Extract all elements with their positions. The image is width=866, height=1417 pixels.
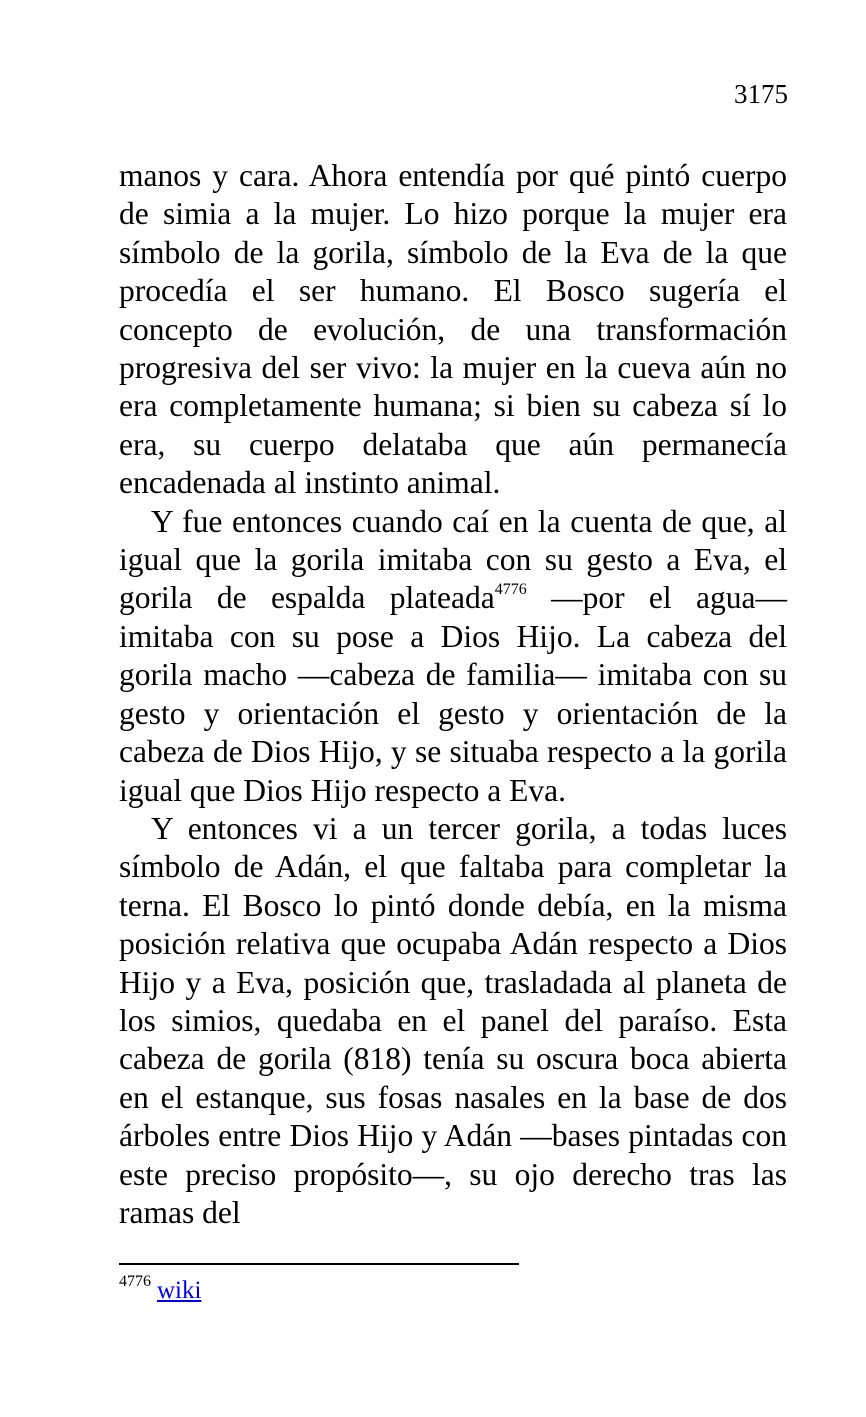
paragraph-3: Y entonces vi a un tercer gorila, a todas luces símbolo de Adán, el que faltaba para completar la terna. El Bosco lo pintó donde debía, en la misma posición relativa que ocupaba Adán respecto a Dios Hijo y a Eva, posición que, trasladada al planeta de los simios, quedaba en el panel del paraíso. Esta cabeza de gorila (818) tenía su oscura boca abierta en el estanque, sus fosas nasales en la base de dos árboles entre Dios Hijo y Adán —bases pintadas con este preciso propósito—, su ojo derecho tras las ramas del [119, 810, 787, 1230]
page-number: 3175 [734, 79, 788, 109]
paragraph-2-before-ref: Y fue entonces cuando caí en la cuenta de que, al igual que la gorila imitaba con su gesto a Eva, el gorila de espalda plateada [119, 503, 787, 616]
paragraph-2 [119, 503, 787, 810]
body-text [119, 157, 787, 1232]
footnote [119, 1273, 202, 1306]
footnote-reference[interactable]: 4776 [494, 581, 527, 599]
paragraph-1: manos y cara. Ahora entendía por qué pintó cuerpo de simia a la mujer. Lo hizo porque la mujer era símbolo de la gorila, símbolo de la Eva de la que procedía el ser humano. El Bosco sugería el concepto de evolución, de una transformación progresiva del ser vivo: la mujer en la cueva aún no era completamente humana; si bien su cabeza sí lo era, su cuerpo delataba que aún permanecía encadenada al instinto animal. [119, 158, 787, 501]
paragraph-2-after-ref: —por el agua— imitaba con su pose a Dios Hijo. La cabeza del gorila macho —cabeza de familia— imitaba con su gesto y orientación el gesto y orientación de la cabeza de Dios Hijo, y se situaba respecto a la gorila igual que Dios Hijo respecto a Eva. [119, 580, 787, 808]
footnote-link-wiki[interactable]: wiki [157, 1277, 202, 1304]
footnote-divider [119, 1263, 519, 1265]
footnote-number: 4776 [119, 1273, 151, 1290]
